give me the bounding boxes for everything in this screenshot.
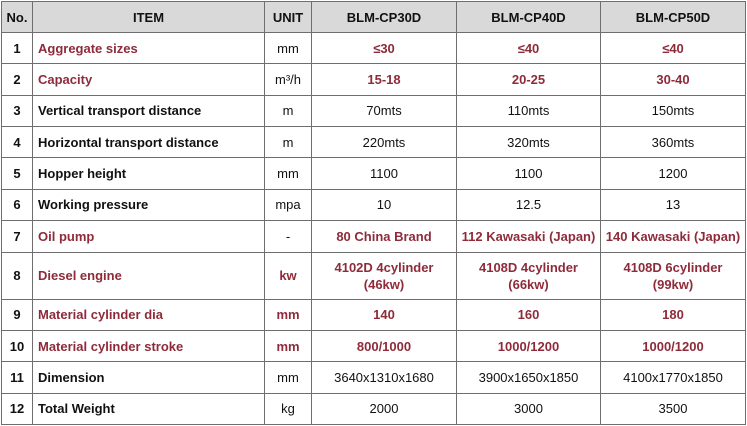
row-value-cp40d: 1000/1200 xyxy=(457,330,601,361)
row-value-cp50d: 140 Kawasaki (Japan) xyxy=(601,221,746,252)
row-number: 9 xyxy=(2,299,33,330)
table-row xyxy=(2,64,746,95)
header-item: ITEM xyxy=(33,2,265,33)
row-value-cp50d: 180 xyxy=(601,299,746,330)
row-value-cp50d: 360mts xyxy=(601,127,746,158)
row-unit: m xyxy=(265,127,312,158)
row-item: Material cylinder stroke xyxy=(33,330,265,361)
table-row xyxy=(2,189,746,220)
row-unit: mm xyxy=(265,33,312,64)
row-item: Aggregate sizes xyxy=(33,33,265,64)
row-item: Total Weight xyxy=(33,393,265,424)
row-item: Oil pump xyxy=(33,221,265,252)
row-item: Working pressure xyxy=(33,189,265,220)
row-number: 12 xyxy=(2,393,33,424)
row-item: Capacity xyxy=(33,64,265,95)
table-row xyxy=(2,33,746,64)
row-unit: mm xyxy=(265,330,312,361)
row-number: 4 xyxy=(2,127,33,158)
row-value-cp50d: 1200 xyxy=(601,158,746,189)
row-number: 6 xyxy=(2,189,33,220)
row-value-cp40d: 4108D 4cylinder (66kw) xyxy=(457,252,601,299)
row-number: 1 xyxy=(2,33,33,64)
row-unit: kw xyxy=(265,252,312,299)
header-row xyxy=(2,2,746,33)
row-value-cp50d: 1000/1200 xyxy=(601,330,746,361)
row-value-cp40d: 320mts xyxy=(457,127,601,158)
row-unit: mm xyxy=(265,158,312,189)
row-value-cp40d: 1100 xyxy=(457,158,601,189)
row-value-cp40d: 160 xyxy=(457,299,601,330)
table-row xyxy=(2,158,746,189)
row-item: Dimension xyxy=(33,362,265,393)
header-model-cp40d: BLM-CP40D xyxy=(457,2,601,33)
row-value-cp40d: 3000 xyxy=(457,393,601,424)
row-value-cp40d: 112 Kawasaki (Japan) xyxy=(457,221,601,252)
row-value-cp30d: 140 xyxy=(312,299,457,330)
row-number: 8 xyxy=(2,252,33,299)
table-row xyxy=(2,299,746,330)
row-value-cp30d: 1100 xyxy=(312,158,457,189)
row-number: 11 xyxy=(2,362,33,393)
row-value-cp50d: 4100x1770x1850 xyxy=(601,362,746,393)
row-value-cp30d: ≤30 xyxy=(312,33,457,64)
row-number: 3 xyxy=(2,95,33,126)
row-value-cp30d: 220mts xyxy=(312,127,457,158)
row-unit: mm xyxy=(265,299,312,330)
row-unit: mm xyxy=(265,362,312,393)
row-value-cp40d: 3900x1650x1850 xyxy=(457,362,601,393)
header-model-cp50d: BLM-CP50D xyxy=(601,2,746,33)
row-value-cp40d: 12.5 xyxy=(457,189,601,220)
row-value-cp50d: 150mts xyxy=(601,95,746,126)
row-value-cp30d: 10 xyxy=(312,189,457,220)
table-row xyxy=(2,252,746,299)
row-value-cp40d: 20-25 xyxy=(457,64,601,95)
row-number: 7 xyxy=(2,221,33,252)
table-row xyxy=(2,362,746,393)
row-unit: kg xyxy=(265,393,312,424)
row-item: Hopper height xyxy=(33,158,265,189)
row-value-cp50d: 30-40 xyxy=(601,64,746,95)
table-row xyxy=(2,221,746,252)
row-unit: mpa xyxy=(265,189,312,220)
row-unit: m³/h xyxy=(265,64,312,95)
row-value-cp30d: 800/1000 xyxy=(312,330,457,361)
table-row xyxy=(2,127,746,158)
table-row xyxy=(2,330,746,361)
row-value-cp40d: 110mts xyxy=(457,95,601,126)
row-value-cp30d: 70mts xyxy=(312,95,457,126)
row-value-cp30d: 80 China Brand xyxy=(312,221,457,252)
row-item: Vertical transport distance xyxy=(33,95,265,126)
row-number: 10 xyxy=(2,330,33,361)
row-value-cp40d: ≤40 xyxy=(457,33,601,64)
row-unit: m xyxy=(265,95,312,126)
row-value-cp50d: ≤40 xyxy=(601,33,746,64)
header-unit: UNIT xyxy=(265,2,312,33)
header-no: No. xyxy=(2,2,33,33)
spec-table xyxy=(1,1,746,425)
row-value-cp30d: 3640x1310x1680 xyxy=(312,362,457,393)
row-number: 5 xyxy=(2,158,33,189)
table-row xyxy=(2,95,746,126)
row-value-cp30d: 15-18 xyxy=(312,64,457,95)
row-value-cp50d: 4108D 6cylinder (99kw) xyxy=(601,252,746,299)
row-number: 2 xyxy=(2,64,33,95)
row-item: Diesel engine xyxy=(33,252,265,299)
row-item: Horizontal transport distance xyxy=(33,127,265,158)
row-value-cp50d: 3500 xyxy=(601,393,746,424)
row-item: Material cylinder dia xyxy=(33,299,265,330)
row-value-cp50d: 13 xyxy=(601,189,746,220)
table-row xyxy=(2,393,746,424)
row-value-cp30d: 4102D 4cylinder (46kw) xyxy=(312,252,457,299)
row-value-cp30d: 2000 xyxy=(312,393,457,424)
header-model-cp30d: BLM-CP30D xyxy=(312,2,457,33)
row-unit: - xyxy=(265,221,312,252)
